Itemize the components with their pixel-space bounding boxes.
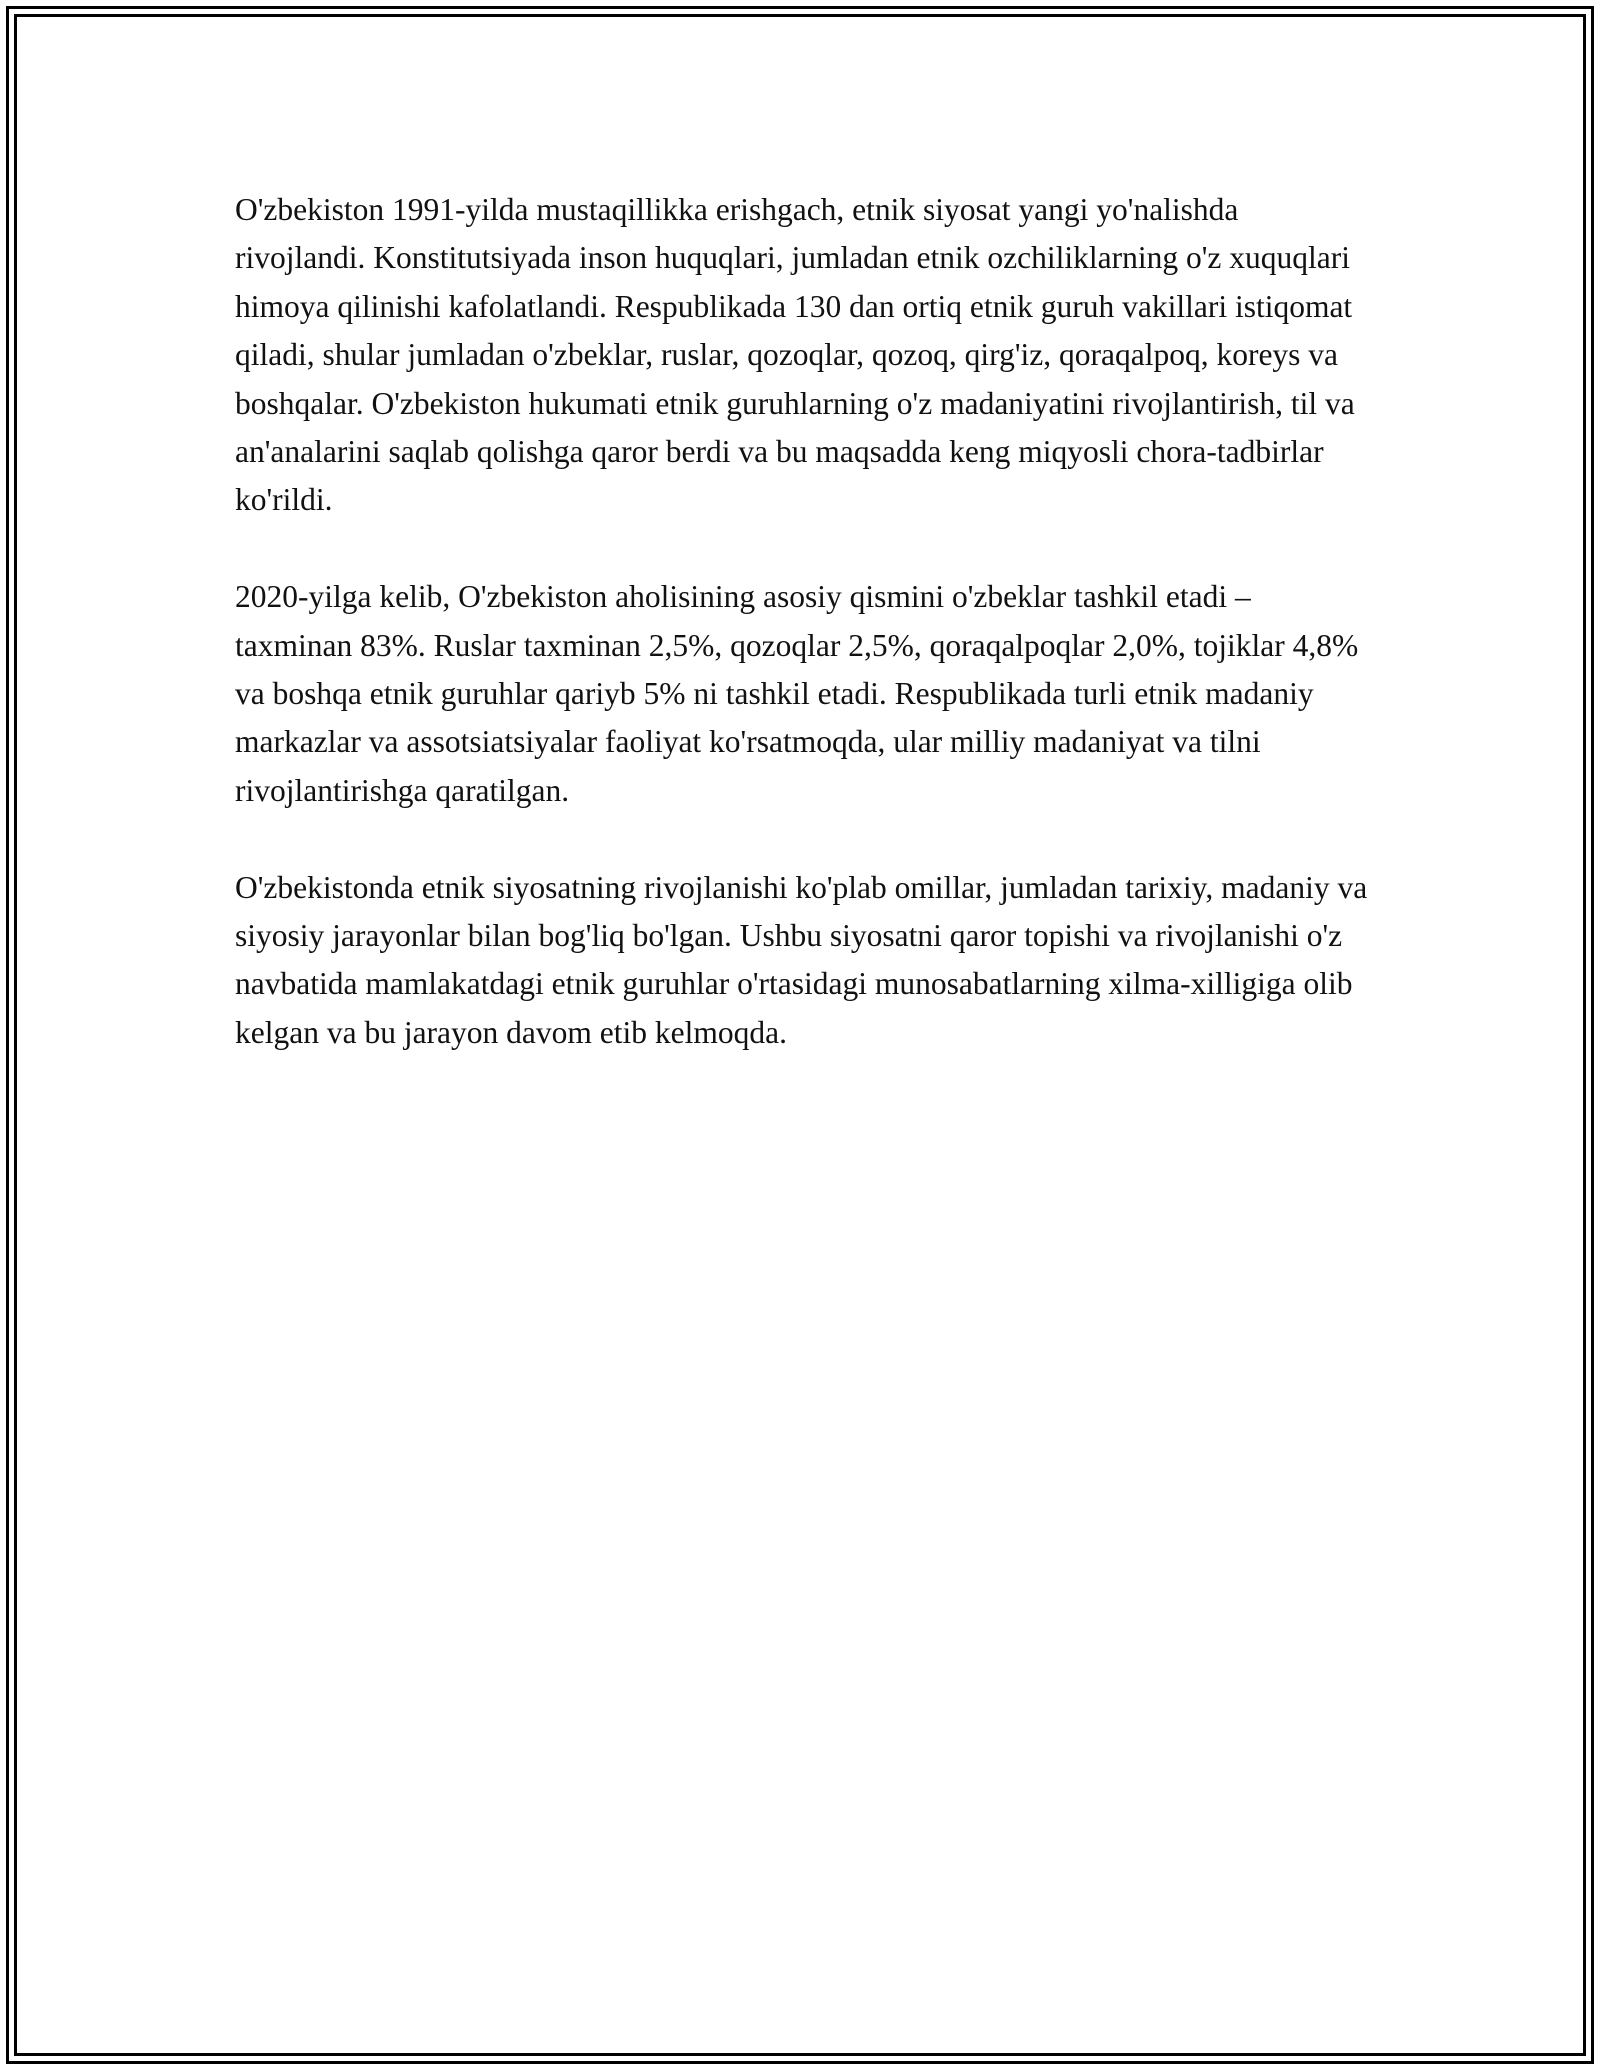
paragraph-3: O'zbekistonda etnik siyosatning rivojlanishi ko'plab omillar, jumladan tarixiy, madaniy va siyosiy jarayonlar bilan bog'liq bo'lgan. Ushbu siyosatni qaror topishi va rivojlanishi o'z navbatida mamlakatdagi etnik guruhlar o'rtasidagi munosabatlarning xilma-xilligiga olib kelgan va bu jarayon davom etib kelmoqda. <box>235 869 1368 1050</box>
document-body <box>235 186 1370 1106</box>
paragraph-1: O'zbekiston 1991-yilda mustaqillikka erishgach, etnik siyosat yangi yo'nalishda rivojlandi. Konstitutsiyada inson huquqlari, jumladan etnik ozchiliklarning o'z xuquqlari himoya qilinishi kafolatlandi. Respublikada 130 dan ortiq etnik guruh vakillari istiqomat qiladi, shular jumladan o'zbeklar, ruslar, qozoqlar, qozoq, qirg'iz, qoraqalpoq, koreys va boshqalar. O'zbekiston hukumati etnik guruhlarning o'z madaniyatini rivojlantirish, til va an'analarini saqlab qolishga qaror berdi va bu maqsadda keng miqyosli chora-tadbirlar ko'rildi. <box>235 192 1355 518</box>
paragraph-2: 2020-yilga kelib, O'zbekiston aholisining asosiy qismini o'zbeklar tashkil etadi – taxminan 83%. Ruslar taxminan 2,5%, qozoqlar 2,5%, qoraqalpoqlar 2,0%, tojiklar 4,8% va boshqa etnik guruhlar qariyb 5% ni tashkil etadi. Respublikada turli etnik madaniy markazlar va assotsiatsiyalar faoliyat ko'rsatmoqda, ular milliy madaniyat va tilni rivojlantirishga qaratilgan. <box>235 579 1359 808</box>
